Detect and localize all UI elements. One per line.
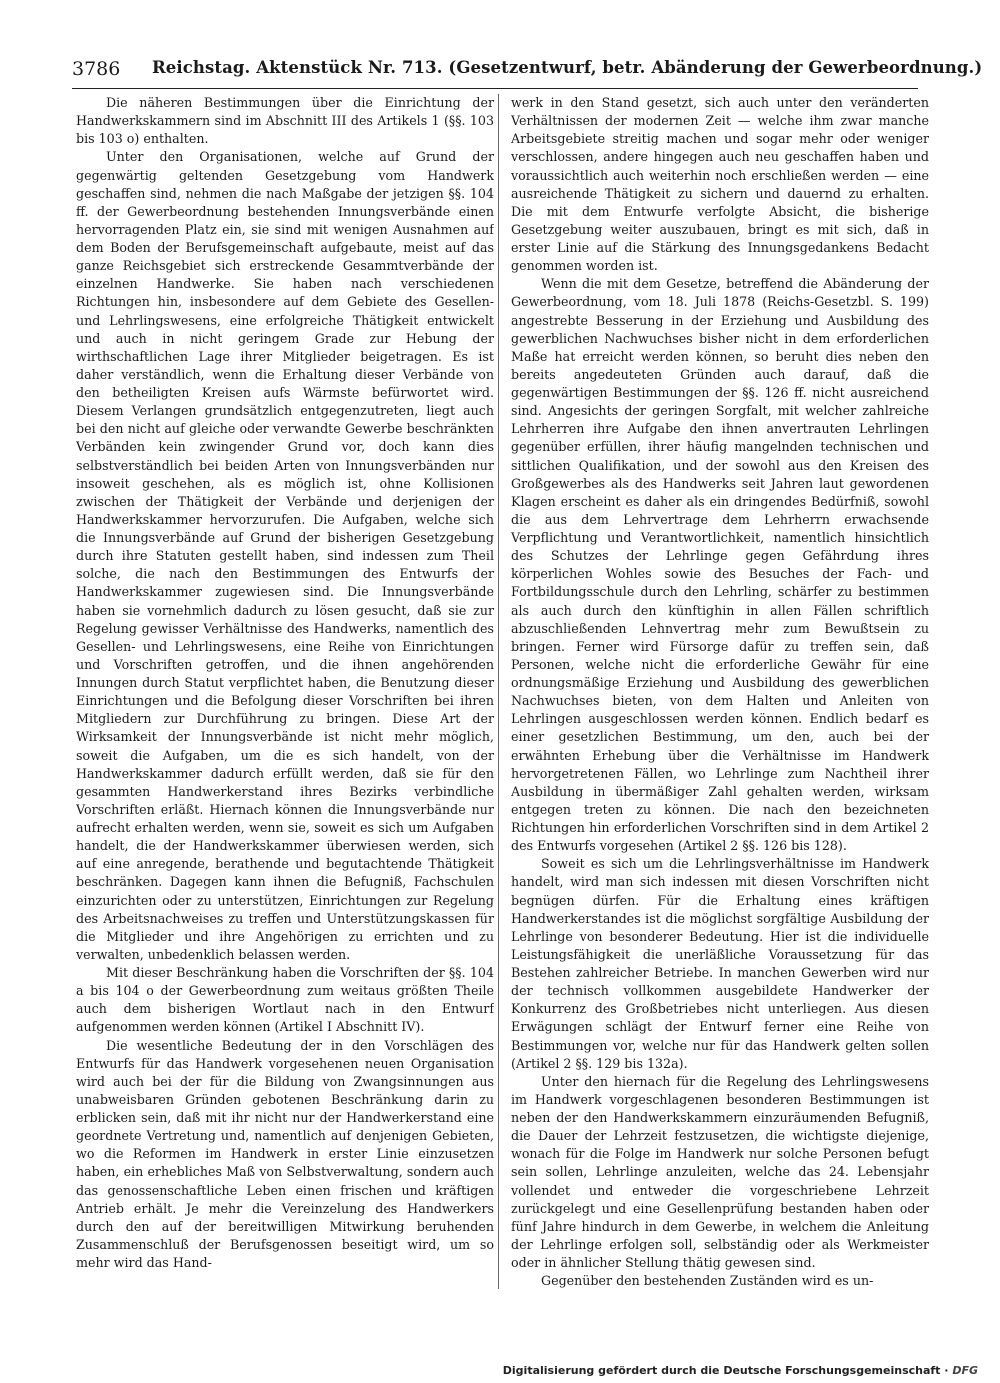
- digitization-footer: Digitalisierung gefördert durch die Deutsche Forschungsgemeinschaft · DFG: [502, 1364, 978, 1377]
- left-column: [76, 94, 494, 1294]
- paragraph: Soweit es sich um die Lehrlingsverhältnisse im Handwerk handelt, wird man sich indessen mit diesen Vorschriften nicht begnügen dürfen. Für die Erhaltung eines kräftigen Handwerkerstandes ist die möglichst sorgfältige Ausbildung der Lehrlinge von besonderer Bedeutung. Hier ist die individuelle Leistungsfähigkeit die unerläßliche Voraussetzung für das Bestehen zahlreicher Betriebe. In manchen Gewerben wird nur der technisch vollkommen ausgebildete Handwerker der Konkurrenz des Großbetriebes nicht unterliegen. Aus diesen Erwägungen schlägt der Entwurf ferner eine Reihe von Bestimmungen vor, welche nur für das Handwerk gelten sollen (Artikel 2 §§. 129 bis 132a).: [511, 856, 929, 1071]
- paragraph: Die wesentliche Bedeutung der in den Vorschlägen des Entwurfs für das Handwerk vorgesehenen neuen Organisation wird auch bei der für die Bildung von Zwangsinnungen aus unabweisbaren Gründen gebotenen Beschränkung darin zu erblicken sein, daß mit ihr nicht nur der Handwerkerstand eine geordnete Vertretung und, namentlich auf denjenigen Gebieten, wo die Reformen im Handwerk in erster Linie einzusetzen haben, ein erhebliches Maß von Selbstverwaltung, sondern auch das genossenschaftliche Leben einen frischen und kräftigen Antrieb erhält. Je mehr die Vereinzelung des Handwerkers durch den auf der bereitwilligen Mitwirkung beruhenden Zusammenschluß der Berufsgenossen beseitigt wird, um so mehr wird das Hand-: [76, 1037, 494, 1270]
- paragraph: Mit dieser Beschränkung haben die Vorschriften der §§. 104 a bis 104 o der Gewerbeordnung zum weitaus größten Theile auch dem bisherigen Wortlaut nach in den Entwurf aufgenommen werden können (Artikel I Abschnitt IV).: [76, 965, 494, 1035]
- header-rule: [72, 88, 918, 89]
- paragraph: Die näheren Bestimmungen über die Einrichtung der Handwerkskammern sind im Abschnitt III des Artikels 1 (§§. 103 bis 103 o) enthalten.: [76, 95, 494, 147]
- right-column: [511, 94, 929, 1294]
- paragraph: Unter den Organisationen, welche auf Grund der gegenwärtig geltenden Gesetzgebung vom Handwerk geschaffen sind, nehmen die nach Maßgabe der jetzigen §§. 104 ff. der Gewerbeordnung bestehenden Innungsverbände einen hervorragenden Platz ein, sie sind mit wenigen Ausnahmen auf dem Boden der Berufsgemeinschaft aufgebaute, meist auf das ganze Reichsgebiet sich erstreckende Gesammtverbände der einzelnen Handwerke. Sie haben nach verschiedenen Richtungen hin, insbesondere auf dem Gebiete des Gesellen- und Lehrlingswesens, eine erfolgreiche Thätigkeit entwickelt und auch in nicht geringem Grade zur Hebung der wirthschaftlichen Lage ihrer Mitglieder beigetragen. Es ist daher verständlich, wenn die Erhaltung dieser Verbände von den betheiligten Kreisen aufs Wärmste befürwortet wird. Diesem Verlangen grundsätzlich entgegenzutreten, liegt auch bei den nicht auf gleiche oder verwandte Gewerbe beschränkten Verbänden kein zwingender Grund vor, doch kann dies selbstverständlich bei beiden Arten von Innungsverbänden nur insoweit geschehen, als es möglich ist, ohne Kollisionen zwischen der Thätigkeit der Verbände und derjenigen der Handwerkskammer hervorzurufen. Die Aufgaben, welche sich die Innungsverbände auf Grund der bisherigen Gesetzgebung durch ihre Statuten gestellt haben, sind indessen zum Theil solche, die nach den Bestimmungen des Entwurfs der Handwerkskammer zugewiesen sind. Die Innungsverbände haben sie vornehmlich dadurch zu lösen gesucht, daß sie zur Regelung gewisser Verhältnisse des Handwerks, namentlich des Gesellen- und Lehrlingswesens, eine Reihe von Einrichtungen und Vorschriften getroffen, und die ihnen angehörenden Innungen durch Statut verpflichtet haben, die Benutzung dieser Einrichtungen und die Befolgung dieser Vorschriften bei ihren Mitgliedern zur Durchführung zu bringen. Diese Art der Wirksamkeit der Innungsverbände ist nicht mehr möglich, soweit die Aufgaben, um die es sich handelt, von der Handwerkskammer dadurch erfüllt werden, daß sie für den gesammten Handwerkerstand ihres Bezirks verbindliche Vorschriften erläßt. Hiernach können die Innungsverbände nur aufrecht erhalten werden, wenn sie, soweit es sich um Aufgaben handelt, die der Handwerkskammer überwiesen werden, sich auf eine anregende, berathende und begutachtende Thätigkeit beschränken. Dagegen kann ihnen die Befugniß, Fachschulen einzurichten oder zu unterstützen, Einrichtungen zur Regelung des Arbeitsnachweises zu treffen und Unterstützungskassen für die Mitglieder und ihre Angehörigen zu errichten und zu verwalten, unbedenklich belassen werden.: [76, 149, 494, 962]
- page-number: 3786: [72, 58, 121, 80]
- paragraph: Unter den hiernach für die Regelung des Lehrlingswesens im Handwerk vorgeschlagenen besonderen Bestimmungen ist neben der den Handwerkskammern einzuräumenden Befugniß, die Dauer der Lehrzeit festzusetzen, die wichtigste diejenige, wonach für die Folge im Handwerk nur solche Personen befugt sein sollen, Lehrlinge anzuleiten, welche das 24. Lebensjahr vollendet und entweder die vorgeschriebene Lehrzeit zurückgelegt und eine Gesellenprüfung bestanden haben oder fünf Jahre hindurch in dem Gewerbe, in welchem die Anleitung der Lehrlinge erfolgen soll, selbständig oder als Werkmeister oder in ähnlicher Stellung thätig gewesen sind.: [511, 1073, 929, 1270]
- paragraph: Wenn die mit dem Gesetze, betreffend die Abänderung der Gewerbeordnung, vom 18. Juli 1878 (Reichs-Gesetzbl. S. 199) angestrebte Besserung in der Erziehung und Ausbildung des gewerblichen Nachwuchses bisher nicht in dem erforderlichen Maße hat erreicht werden können, so beruht dies neben den bereits angedeuteten Gründen auch darauf, daß die gegenwärtigen Bestimmungen der §§. 126 ff. nicht ausreichend sind. Angesichts der geringen Sorgfalt, mit welcher zahlreiche Lehrherren ihre Aufgabe den ihnen anvertrauten Lehrlingen gegenüber erfüllen, ihrer häufig mangelnden technischen und sittlichen Qualifikation, und der sowohl aus den Kreisen des Großgewerbes als des Handwerks seit Jahren laut gewordenen Klagen erscheint es daher als ein dringendes Bedürfniß, sowohl die aus dem Lehrvertrage dem Lehrherrn erwachsende Verpflichtung und Verantwortlichkeit, namentlich hinsichtlich des Schutzes der Lehrlinge gegen Gefährdung ihres körperlichen Wohles sowie des Besuches der Fach- und Fortbildungsschule durch den Lehrling, schärfer zu bestimmen als auch durch den künftighin in allen Fällen schriftlich abzuschließenden Lehnvertrag mehr zum Bewußtsein zu bringen. Ferner wird Fürsorge dafür zu treffen sein, daß Personen, welche nicht die erforderliche Gewähr für eine ordnungsmäßige Erziehung und Ausbildung des gewerblichen Nachwuchses bieten, von dem Halten und Anleiten von Lehrlingen ausgeschlossen werden können. Endlich bedarf es einer gesetzlichen Bestimmung, um den, auch bei der erwähnten Erhebung über die Verhältnisse im Handwerk hervorgetretenen Fällen, wo Lehrlinge zum Nachtheil ihrer Ausbildung in übermäßiger Zahl gehalten werden, wirksam entgegen treten zu können. Die nach den bezeichneten Richtungen hin erforderlichen Vorschriften sind in dem Artikel 2 des Entwurfs vorgesehen (Artikel 2 §§. 126 bis 128).: [511, 276, 929, 854]
- column-divider: [498, 94, 499, 1289]
- paragraph: Gegenüber den bestehenden Zuständen wird es un-: [541, 1273, 874, 1289]
- funding-note: Digitalisierung gefördert durch die Deutsche Forschungsgemeinschaft: [502, 1364, 941, 1377]
- dfg-logo: DFG: [952, 1364, 978, 1377]
- page-header: [72, 58, 983, 88]
- running-head: Reichstag. Aktenstück Nr. 713. (Gesetzentwurf, betr. Abänderung der Gewerbeordnung.): [152, 58, 983, 77]
- paragraph: werk in den Stand gesetzt, sich auch unter den veränderten Verhältnissen der modernen Zeit — welche ihm zwar manche Arbeitsgebiete streitig machen und sogar mehr oder weniger verschlossen, andere hingegen auch neu geschaffen haben und voraussichtlich auch weiterhin noch erschließen werden — eine ausreichende Thätigkeit zu sichern und dauernd zu erhalten. Die mit dem Entwurfe verfolgte Absicht, die bisherige Gesetzgebung weiter auszubauen, bringt es mit sich, daß in erster Linie auf die Stärkung des Innungsgedankens Bedacht genommen worden ist.: [511, 95, 929, 274]
